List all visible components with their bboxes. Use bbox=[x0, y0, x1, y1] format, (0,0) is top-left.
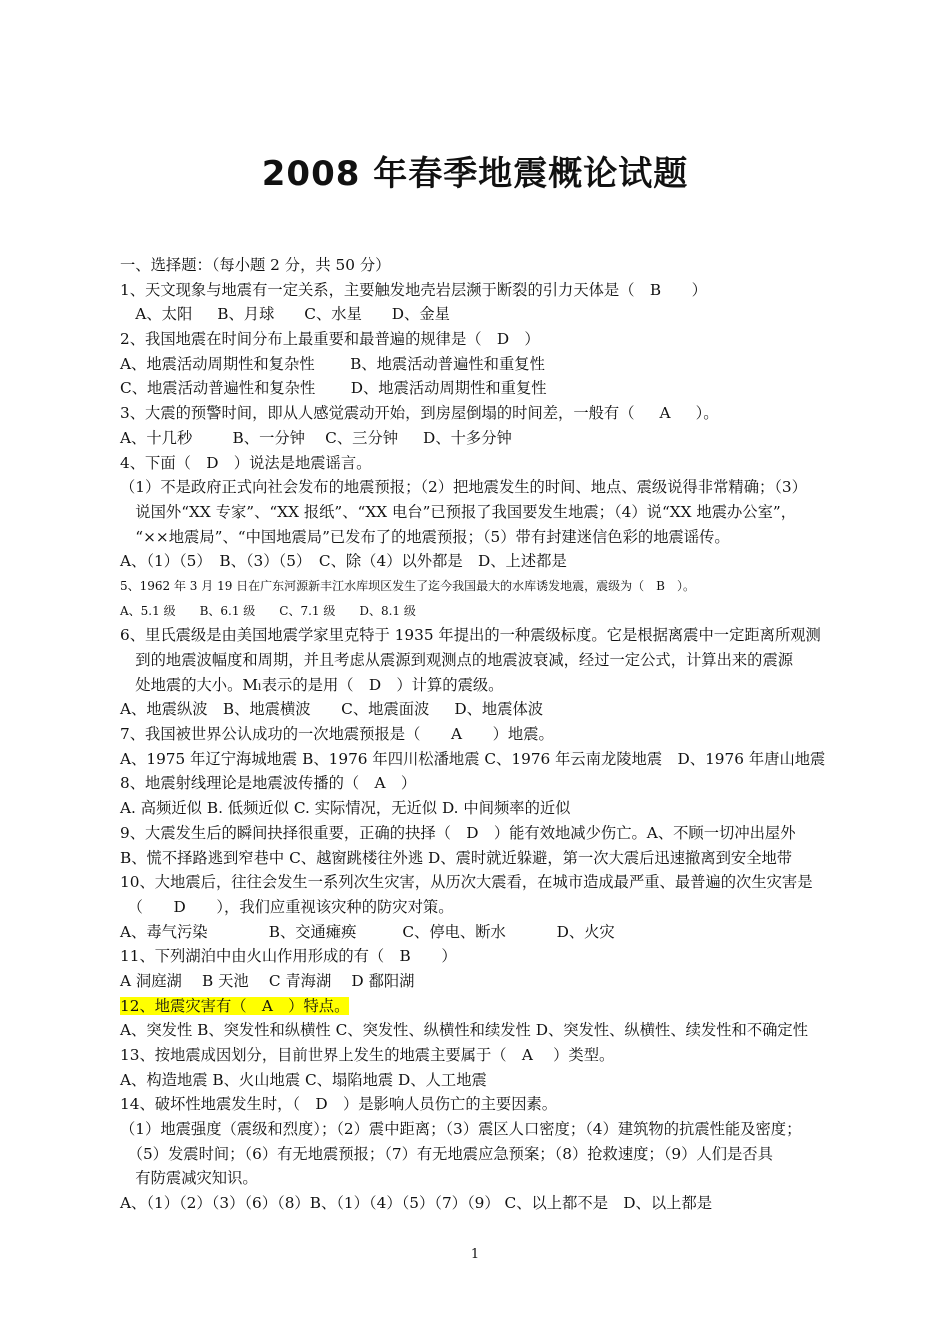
question-11-options: A 洞庭湖 B 天池 C 青海湖 D 鄱阳湖 bbox=[120, 971, 415, 990]
question-12-highlighted: 12、地震灾害有（ A ）特点。 bbox=[120, 996, 350, 1015]
exam-body bbox=[120, 253, 880, 1216]
question-13: 13、按地震成因划分，目前世界上发生的地震主要属于（ A ）类型。 bbox=[120, 1046, 615, 1064]
question-12-options: A、突发性 B、突发性和纵横性 C、突发性、纵横性和续发性 D、突发性、纵横性、续发性和不确定性 bbox=[120, 1021, 809, 1040]
question-13-options: A、构造地震 B、火山地震 C、塌陷地震 D、人工地震 bbox=[120, 1070, 487, 1089]
question-12-line bbox=[120, 994, 880, 1019]
question-8-options: A. 高频近似 B. 低频近似 C. 实际情况，无近似 D. 中间频率的近似 bbox=[120, 799, 571, 818]
question-14-stem-3: 有防震减灾知识。 bbox=[120, 1169, 258, 1188]
question-7: 7、我国被世界公认成功的一次地震预报是（ A ）地震。 bbox=[120, 725, 554, 744]
question-3-options: A、十几秒 B、一分钟 C、三分钟 D、十多分钟 bbox=[120, 428, 512, 447]
question-4-stem-3: “××地震局”、“中国地震局”已发布了的地震预报；（5）带有封建迷信色彩的地震谣传。 bbox=[120, 527, 730, 546]
question-6-options: A、地震纵波 B、地震横波 C、地震面波 D、地震体波 bbox=[120, 700, 544, 719]
question-6-cont-2: 处地震的大小。Mₗ表示的是用（ D ）计算的震级。 bbox=[120, 675, 504, 694]
question-1: 1、天文现象与地震有一定关系，主要触发地壳岩层濒于断裂的引力天体是（ B ） bbox=[120, 280, 707, 299]
question-2-options-cd: C、地震活动普遍性和复杂性 D、地震活动周期性和重复性 bbox=[120, 379, 547, 398]
question-10-cont: （ D ），我们应重视该灾种的防灾对策。 bbox=[120, 897, 454, 916]
question-8: 8、地震射线理论是地震波传播的（ A ） bbox=[120, 774, 417, 793]
question-4-stem-1: （1）不是政府正式向社会发布的地震预报；（2）把地震发生的时间、地点、震级说得非常精确；（3） bbox=[120, 478, 807, 497]
question-9: 9、大震发生后的瞬间抉择很重要，正确的抉择（ D ）能有效地减少伤亡。A、不顾一切冲出屋外 bbox=[120, 823, 796, 842]
question-6: 6、里氏震级是由美国地震学家里克特于 1935 年提出的一种震级标度。它是根据离震中一定距离所观测 bbox=[120, 626, 821, 645]
question-4: 4、下面（ D ）说法是地震谣言。 bbox=[120, 453, 372, 472]
question-2-options-ab: A、地震活动周期性和复杂性 B、地震活动普遍性和重复性 bbox=[120, 354, 545, 373]
question-14-stem-1: （1）地震强度（震级和烈度）；（2）震中距离；（3）震区人口密度；（4）建筑物的抗震性能及密度； bbox=[120, 1120, 802, 1139]
question-4-options: A、（1）（5） B、（3）（5） C、除（4）以外都是 D、上述都是 bbox=[120, 552, 567, 571]
question-1-options: A、太阳 B、月球 C、水星 D、金星 bbox=[120, 305, 450, 324]
question-14-stem-2: （5）发震时间；（6）有无地震预报；（7）有无地震应急预案；（8）抢救速度；（9）人们是否具 bbox=[120, 1144, 773, 1163]
question-4-stem-2: 说国外“XX 专家”、“XX 报纸”、“XX 电台”已预报了我国要发生地震；（4）说“XX 地震办公室”， bbox=[120, 502, 797, 521]
question-2: 2、我国地震在时间分布上最重要和最普遍的规律是（ D ） bbox=[120, 330, 540, 349]
question-10-options: A、毒气污染 B、交通瘫痪 C、停电、断水 D、火灾 bbox=[120, 922, 615, 941]
section-heading: 一、选择题：（每小题 2 分，共 50 分） bbox=[120, 256, 391, 274]
question-9-options: B、慌不择路逃到窄巷中 C、越窗跳楼往外逃 D、震时就近躲避，第一次大震后迅速撤离到安全地带 bbox=[120, 848, 793, 867]
question-6-cont-1: 到的地震波幅度和周期，并且考虑从震源到观测点的地震波衰减，经过一定公式，计算出来的震源 bbox=[120, 651, 794, 669]
question-5-options: A、5.1 级 B、6.1 级 C、7.1 级 D、8.1 级 bbox=[120, 603, 416, 618]
question-11: 11、下列湖泊中由火山作用形成的有（ B ） bbox=[120, 947, 457, 966]
question-3: 3、大震的预警时间，即从人感觉震动开始，到房屋倒塌的时间差，一般有（ A ）。 bbox=[120, 404, 719, 423]
question-14-options: A、（1）（2）（3）（6）（8）B、（1）（4）（5）（7）（9） C、以上都不是 D、以上都是 bbox=[120, 1194, 713, 1213]
question-10: 10、大地震后，往往会发生一系列次生灾害，从历次大震看，在城市造成最严重、最普遍的次生灾害是 bbox=[120, 873, 813, 892]
question-14: 14、破坏性地震发生时，（ D ）是影响人员伤亡的主要因素。 bbox=[120, 1095, 558, 1114]
question-7-options: A、1975 年辽宁海城地震 B、1976 年四川松潘地震 C、1976 年云南龙陵地震 D、1976 年唐山地震 bbox=[120, 749, 826, 768]
page-number: 1 bbox=[470, 1247, 480, 1262]
exam-title: 2008 年春季地震概论试题 bbox=[261, 154, 689, 194]
question-5: 5、1962 年 3 月 19 日在广东河源新丰江水库坝区发生了迄今我国最大的水库诱发地震，震级为（ B ）。 bbox=[120, 578, 695, 593]
